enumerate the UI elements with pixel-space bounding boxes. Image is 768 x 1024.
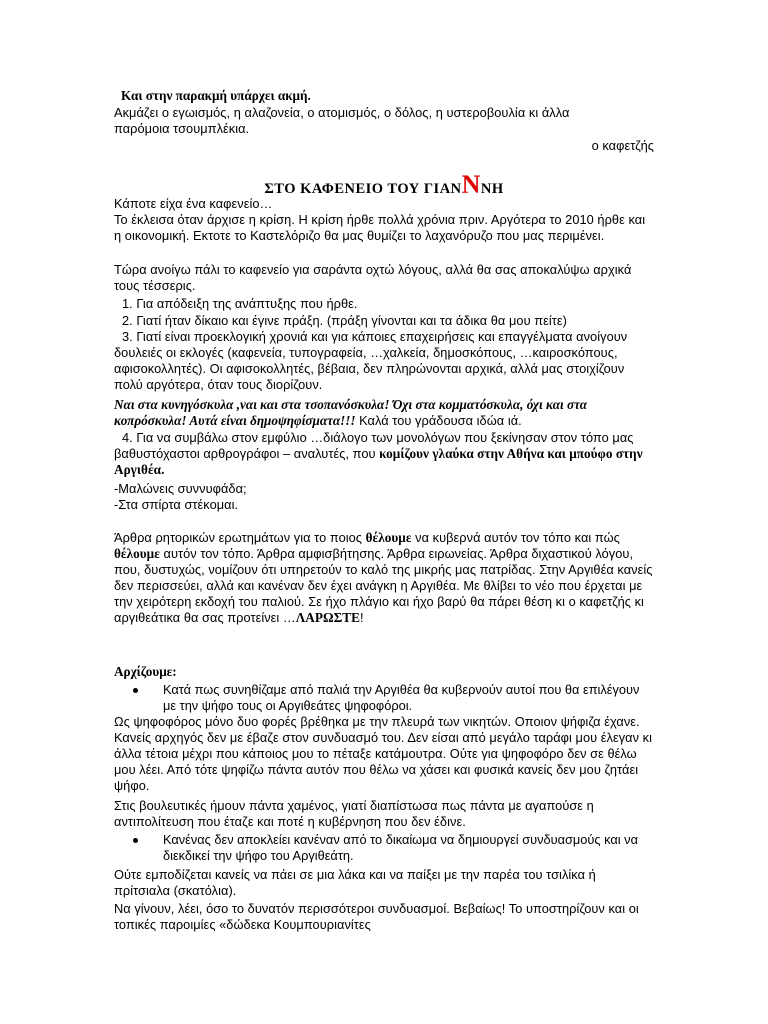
list-item-4 [114, 430, 654, 478]
title-text-end: ΝΗ [480, 181, 504, 197]
paragraph-6: Στις βουλευτικές ήμουν πάντα χαμένος, γιατί διαπίστωσα πως πάντα με αγαπούσε η αντιπολίτευση που έταζε και ποτέ η κυβέρνηση που δεν έδινε. [114, 798, 594, 829]
p4-bold-thelo-2: θέλουμε [114, 546, 160, 561]
p4-bold-laroste: ΛΑΡΩΣΤΕ [295, 610, 360, 625]
emphasis-text: Ναι στα κυνηγόσκυλα ,ναι και στα τσοπανόσκυλα! Όχι στα κομματόσκυλα, όχι και στα κοπρόσκυλα! Αυτά είναι δημοψηφίσματα!!! [114, 397, 588, 428]
paragraph-4 [114, 530, 654, 626]
bullet-icon [133, 688, 138, 693]
p4-part-c: να κυβερνά αυτόν τον τόπο και πώς [411, 530, 620, 545]
title-red-letter: Ν [461, 170, 481, 199]
paragraph-3: Τώρα ανοίγω πάλι το καφενείο για σαράντα οχτώ λόγους, αλλά θα σας αποκαλύψω αρχικά τους τέσσερις. [114, 262, 632, 293]
paragraph-5: Ως ψηφοφόρος μόνο δυο φορές βρέθηκα με την πλευρά των νικητών. Οποιον ψήφιζα έχανε. Κανείς αρχηγός δεν με έβαζε στον συνδυασμό του. Δεν είσαι από μεγάλο ταράφι μου έλεγαν κι άλλα τέτοια μέχρι που κάποιος μου το πέταξε κατάμουτρα. Ούτε για ψηφοφόρο δεν σε θέλω μου λέει. Από τότε ψηφίζω πάντα αυτόν που θέλω να χάσει και φυσικά κανείς δεν μου ζητάει ψήφο. [114, 714, 653, 793]
list-item-1: 1. Για απόδειξη της ανάπτυξης που ήρθε. [122, 296, 358, 311]
list-item-3: 3. Γιατί είναι προεκλογική χρονιά και για κάποιες επαχειρήσεις και επαγγέλματα ανοίγουν δουλειές οι εκλογές (καφενεία, τυπογραφεία, …χαλκεία, δημοσκόπους, …καιροσκόπους, αφισοκολλητές). Οι αφισοκολλητές, βέβαια, δεν πληρώνονται αρχικά, αλλά μας στοιχίζουν πολύ αργότερα, όταν τους διορίζουν. [114, 329, 628, 392]
bullet-item-1-text: Κατά πως συνηθίζαμε από παλιά την Αργιθέα θα κυβερνούν αυτοί που θα επιλέγουν με την ψήφο τους οι Αργιθεάτες ψηφοφόροι. [163, 682, 640, 713]
paragraph-2: Το έκλεισα όταν άρχισε η κρίση. Η κρίση ήρθε πολλά χρόνια πριν. Αργότερα το 2010 ήρθε και η οικονομική. Εκτοτε το Καστελόριζο θα μας θυμίζει το λαχανόρυζο που μας περιμένει. [114, 212, 646, 243]
p4-part-a: Άρθρα ρητορικών ερωτημάτων για το ποιος [114, 530, 366, 545]
intro-line-2: παρόμοια τσουμπλέκια. [114, 121, 250, 136]
dialog-line-2: -Στα σπίρτα στέκομαι. [114, 497, 239, 512]
paragraph-7: Ούτε εμποδίζεται κανείς να πάει σε μια λάκα και να παίξει με την παρέα του τσιλίκα ή πρίτσιαλα (σκατόλια). [114, 867, 596, 898]
intro-signature: ο καφετζής [591, 138, 654, 153]
emphasis-paragraph [114, 397, 654, 429]
list-item-2: 2. Γιατί ήταν δίκαιο και έγινε πράξη. (πράξη γίνονται και τα άδικα θα μου πείτε) [122, 313, 567, 328]
p4-part-e: αυτόν τον τόπο. Άρθρα αμφισβήτησης. Άρθρα ειρωνείας. Άρθρα διχαστικού λόγου, που, δυστυχώς, νομίζουν ότι υπηρετούν το καλό της μικρής μας πατρίδας. Στην Αργιθέα κανείς δεν περισσεύει, αλλά και κανέναν δεν έχει ανάγκη η Αργιθέα. Με θλίβει το νέο που έρχεται με την χειρότερη εκδοχή του παλιού. Σε ήχο πλάγιο και ήχο βαρύ θα πάρει θέση κι ο καφετζής κι αργιθεάτικα θα σας προτείνει … [114, 546, 653, 625]
p4-exclaim: ! [359, 610, 364, 625]
title-text-start: ΣΤΟ ΚΑΦΕΝΕΙΟ ΤΟΥ ΓΙΑΝ [264, 181, 462, 197]
paragraph-1: Κάποτε είχα ένα καφενείο… [114, 196, 273, 211]
paragraph-8: Να γίνουν, λέει, όσο το δυνατόν περισσότεροι συνδυασμοί. Βεβαίως! Το υποστηρίζουν και οι τοπικές παροιμίες «δώδεκα Κουμπουριανίτες [114, 901, 639, 932]
intro-line-1: Ακμάζει ο εγωισμός, η αλαζονεία, ο ατομισμός, ο δόλος, η υστεροβουλία κι άλλα [114, 105, 570, 120]
bullet-item-1 [143, 682, 655, 714]
list-item-4-text: 4. Για να συμβάλω στον εμφύλιο …διάλογο των μονολόγων που ξεκίνησαν στον τόπο μας βαθυστόχαστοι αρθρογράφοι – αναλυτές, που [114, 430, 634, 461]
section-start-heading: Αρχίζουμε: [114, 664, 177, 679]
intro-heading: Και στην παρακμή υπάρχει ακμή. [121, 88, 311, 103]
bullet-item-2-text: Κανένας δεν αποκλείει κανέναν από το δικαίωμα να δημιουργεί συνδυασμούς και να διεκδικεί την ψήφο του Αργιθεάτη. [163, 832, 638, 863]
dialog-line-1: -Μαλώνεις συννυφάδα; [114, 481, 247, 496]
page-title [0, 172, 768, 198]
p4-bold-thelo-1: θέλουμε [365, 530, 412, 545]
list-item-4-bold: κομίζουν γλαύκα στην Αθήνα και μπούφο στην Αργιθέα. [114, 446, 643, 477]
emphasis-tail: Καλά του γράδουσα ιδώα ιά. [355, 413, 522, 428]
bullet-icon [133, 838, 138, 843]
bullet-item-2 [143, 832, 655, 864]
